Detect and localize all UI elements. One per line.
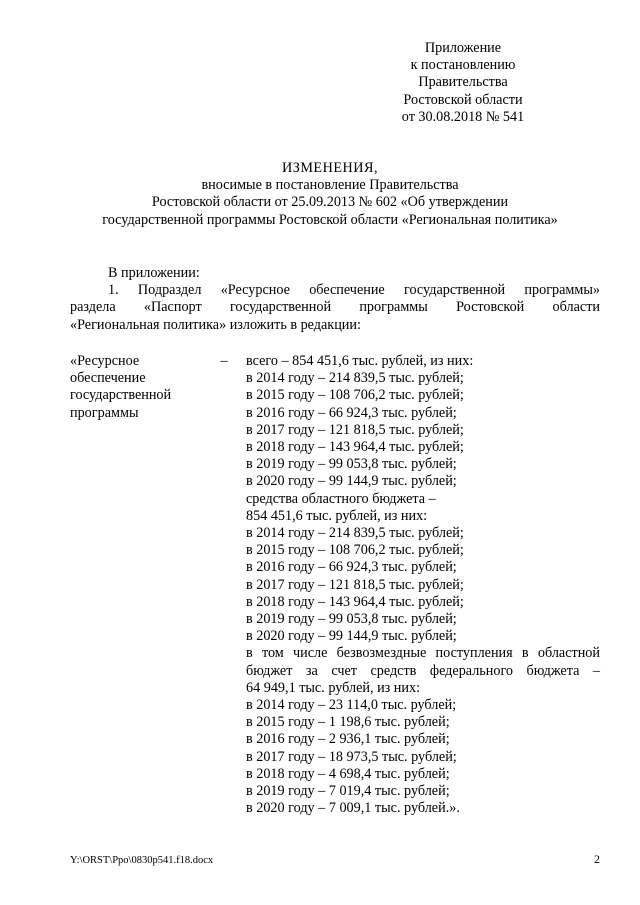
value-line: в 2015 году – 1 198,6 тыс. рублей;: [246, 714, 450, 731]
heading-line: Ростовской области от 25.09.2013 № 602 «Об утверждении: [151, 194, 509, 211]
appendix-line: Приложение: [424, 40, 502, 56]
value-line: в 2020 году – 7 009,1 тыс. рублей.».: [246, 800, 460, 817]
dash-separator: –: [220, 353, 228, 369]
label-line: «Ресурсное: [70, 353, 140, 369]
value-line: в 2014 году – 23 114,0 тыс. рублей;: [246, 697, 457, 714]
value-line: в 2019 году – 99 053,8 тыс. рублей;: [246, 611, 457, 628]
intro-line: 1. Подраздел «Ресурсное обеспечение государственной программы»: [108, 282, 600, 299]
value-line: средства областного бюджета –: [246, 490, 436, 507]
value-line: в 2017 году – 121 818,5 тыс. рублей;: [246, 576, 464, 593]
value-line: в 2020 году – 99 144,9 тыс. рублей;: [246, 473, 457, 490]
intro-line: В приложении:: [108, 265, 200, 281]
value-line: в 2016 году – 66 924,3 тыс. рублей;: [246, 559, 457, 576]
value-line: в 2019 году – 7 019,4 тыс. рублей;: [246, 783, 450, 800]
value-line: всего – 854 451,6 тыс. рублей, из них:: [246, 353, 474, 369]
value-line: 64 949,1 тыс. рублей, из них:: [246, 679, 421, 696]
appendix-date-number: от 30.08.2018 № 541: [401, 108, 525, 125]
appendix-line: к постановлению: [410, 57, 516, 74]
resource-label: [70, 353, 195, 422]
value-line: в 2018 году – 143 964,4 тыс. рублей;: [246, 593, 464, 610]
value-line: в 2017 году – 18 973,5 тыс. рублей;: [246, 748, 457, 765]
intro-line: «Региональная политика» изложить в редакции:: [70, 316, 361, 333]
value-line: в 2019 году – 99 053,8 тыс. рублей;: [246, 456, 457, 473]
document-title: ИЗМЕНЕНИЯ,: [281, 160, 379, 176]
resource-values: [246, 353, 600, 817]
value-line: в 2018 году – 143 964,4 тыс. рублей;: [246, 439, 464, 456]
heading-line: государственной программы Ростовской области «Региональная политика»: [102, 211, 558, 228]
label-line: обеспечение: [70, 370, 146, 387]
appendix-line: Правительства: [418, 74, 508, 91]
value-line: в 2020 году – 99 144,9 тыс. рублей;: [246, 628, 457, 645]
footer-file-path: Y:\ORST\Ppo\0830p541.f18.docx: [70, 855, 214, 866]
value-line: в 2018 году – 4 698,4 тыс. рублей;: [246, 765, 450, 782]
value-line: в 2014 году – 214 839,5 тыс. рублей;: [246, 525, 464, 542]
value-line: в 2016 году – 66 924,3 тыс. рублей;: [246, 404, 457, 421]
value-line: в 2015 году – 108 706,2 тыс. рублей;: [246, 542, 464, 559]
value-line: в 2017 году – 121 818,5 тыс. рублей;: [246, 421, 464, 438]
appendix-block: [363, 40, 563, 126]
value-line: в 2016 году – 2 936,1 тыс. рублей;: [246, 731, 450, 748]
value-line: 854 451,6 тыс. рублей, из них:: [246, 507, 428, 524]
label-line: программы: [70, 404, 139, 421]
intro-paragraph: [70, 265, 600, 334]
heading-line: вносимые в постановление Правительства: [201, 177, 459, 194]
intro-line: раздела «Паспорт государственной программы Ростовской области: [70, 299, 600, 316]
page-number: 2: [594, 852, 600, 866]
value-line: бюджет за счет средств федерального бюджета –: [246, 662, 600, 679]
value-line: в 2014 году – 214 839,5 тыс. рублей;: [246, 370, 464, 387]
document-heading: [60, 160, 600, 229]
value-line: в том числе безвозмездные поступления в областной: [246, 645, 600, 662]
label-line: государственной: [70, 387, 172, 404]
value-line: в 2015 году – 108 706,2 тыс. рублей;: [246, 387, 464, 404]
appendix-line: Ростовской области: [403, 91, 523, 108]
